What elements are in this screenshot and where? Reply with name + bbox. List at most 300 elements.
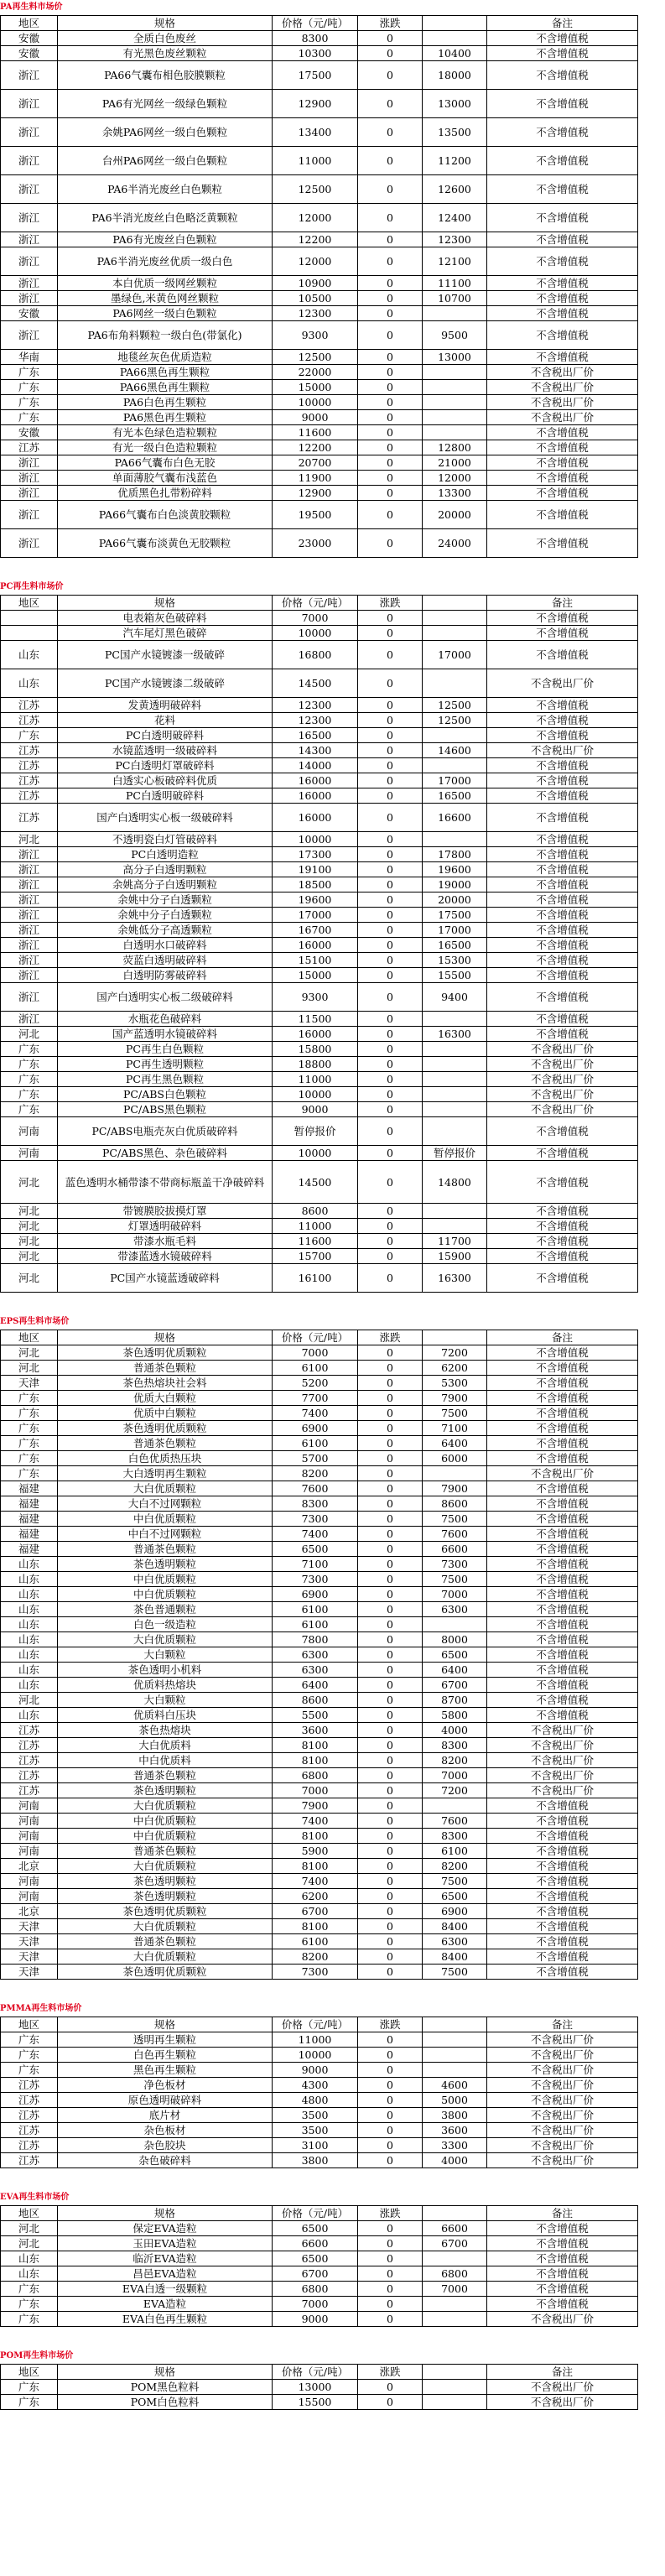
- high-price-cell: 12300: [423, 232, 487, 247]
- change-cell: 0: [358, 306, 423, 321]
- change-cell: 0: [358, 2251, 423, 2266]
- spec-cell: 中白优质颗粒: [58, 1587, 273, 1602]
- table-row: [1, 175, 638, 204]
- note-cell: 不含增值税: [487, 175, 638, 204]
- change-cell: 0: [358, 501, 423, 529]
- spec-cell: 底片材: [58, 2108, 273, 2123]
- note-cell: 不含税出厂价: [487, 1057, 638, 1072]
- high-price-cell: 7000: [423, 1768, 487, 1783]
- region-cell: 河南: [1, 1814, 58, 1829]
- table-row: [1, 501, 638, 529]
- high-price-cell: 14800: [423, 1161, 487, 1204]
- table-row: [1, 788, 638, 804]
- price-cell: 11500: [273, 1012, 358, 1027]
- region-cell: 江苏: [1, 2138, 58, 2153]
- spec-cell: 水镜蓝透明一级破碎料: [58, 743, 273, 758]
- change-cell: 0: [358, 1647, 423, 1663]
- header-change: 涨跌: [358, 596, 423, 611]
- region-cell: 广东: [1, 2048, 58, 2063]
- change-cell: 0: [358, 892, 423, 908]
- high-price-cell: [423, 611, 487, 626]
- table-row: [1, 1102, 638, 1117]
- note-cell: 不含税出厂价: [487, 2138, 638, 2153]
- high-price-cell: [423, 832, 487, 847]
- table-row: [1, 2123, 638, 2138]
- price-cell: 8100: [273, 1829, 358, 1844]
- region-cell: 河南: [1, 1889, 58, 1904]
- table-row: [1, 1617, 638, 1632]
- change-cell: 0: [358, 1376, 423, 1391]
- region-cell: 河南: [1, 1117, 58, 1146]
- table-row: [1, 1708, 638, 1723]
- table-row: [1, 1859, 638, 1874]
- price-cell: 10000: [273, 2048, 358, 2063]
- region-cell: 浙江: [1, 455, 58, 471]
- spec-cell: PA66黑色再生颗粒: [58, 365, 273, 380]
- header-spec: 规格: [58, 596, 273, 611]
- high-price-cell: 7500: [423, 1406, 487, 1421]
- table-row: [1, 440, 638, 455]
- region-cell: 江苏: [1, 713, 58, 728]
- region-cell: 浙江: [1, 529, 58, 558]
- note-cell: 不含增值税: [487, 1542, 638, 1557]
- table-row: [1, 1949, 638, 1965]
- note-cell: 不含增值税: [487, 2221, 638, 2236]
- table-row: [1, 471, 638, 486]
- region-cell: 江苏: [1, 1753, 58, 1768]
- change-cell: 0: [358, 1406, 423, 1421]
- change-cell: 0: [358, 1949, 423, 1965]
- table-row: [1, 1057, 638, 1072]
- change-cell: 0: [358, 2312, 423, 2327]
- spec-cell: 墨绿色,米黄色网丝颗粒: [58, 291, 273, 306]
- note-cell: 不含增值税: [487, 471, 638, 486]
- change-cell: 0: [358, 1204, 423, 1219]
- high-price-cell: 12100: [423, 247, 487, 276]
- table-row: [1, 983, 638, 1012]
- region-cell: 山东: [1, 2251, 58, 2266]
- spec-cell: 优质料白压块: [58, 1708, 273, 1723]
- note-cell: 不含增值税: [487, 1512, 638, 1527]
- change-cell: 0: [358, 1572, 423, 1587]
- price-cell: 10300: [273, 46, 358, 61]
- spec-cell: 净色板材: [58, 2078, 273, 2093]
- spec-cell: 白透明防雾破碎料: [58, 968, 273, 983]
- note-cell: 不含税出厂价: [487, 2032, 638, 2048]
- table-header-row: [1, 596, 638, 611]
- section-title: POM再生料市场价: [0, 2351, 74, 2360]
- note-cell: 不含增值税: [487, 1481, 638, 1496]
- high-price-cell: 7500: [423, 1965, 487, 1980]
- change-cell: 0: [358, 804, 423, 832]
- high-price-cell: [423, 410, 487, 425]
- price-cell: 11600: [273, 1234, 358, 1249]
- note-cell: 不含增值税: [487, 1693, 638, 1708]
- high-price-cell: 5800: [423, 1708, 487, 1723]
- table-row: [1, 1678, 638, 1693]
- spec-cell: PC国产水镜镀漆一级破碎: [58, 641, 273, 669]
- high-price-cell: [423, 395, 487, 410]
- price-cell: 8100: [273, 1753, 358, 1768]
- table-row: [1, 410, 638, 425]
- high-price-cell: 6200: [423, 1361, 487, 1376]
- region-cell: 河北: [1, 1345, 58, 1361]
- price-cell: 7400: [273, 1527, 358, 1542]
- change-cell: 0: [358, 713, 423, 728]
- change-cell: 0: [358, 2297, 423, 2312]
- region-cell: 江苏: [1, 440, 58, 455]
- region-cell: 广东: [1, 1451, 58, 1466]
- price-cell: 8100: [273, 1738, 358, 1753]
- table-row: [1, 773, 638, 788]
- table-row: [1, 938, 638, 953]
- note-cell: 不含增值税: [487, 1919, 638, 1934]
- table-row: [1, 1376, 638, 1391]
- spec-cell: 白色一级造粒: [58, 1617, 273, 1632]
- note-cell: 不含税出厂价: [487, 1072, 638, 1087]
- price-cell: 6500: [273, 2221, 358, 2236]
- high-price-cell: 13000: [423, 350, 487, 365]
- note-cell: 不含增值税: [487, 953, 638, 968]
- spec-cell: 茶色透明优质颗粒: [58, 1345, 273, 1361]
- region-cell: 福建: [1, 1481, 58, 1496]
- note-cell: 不含增值税: [487, 147, 638, 175]
- price-cell: 6100: [273, 1602, 358, 1617]
- region-cell: 浙江: [1, 291, 58, 306]
- change-cell: 0: [358, 1723, 423, 1738]
- note-cell: 不含增值税: [487, 892, 638, 908]
- high-price-cell: 暂停报价: [423, 1146, 487, 1161]
- note-cell: 不含增值税: [487, 1617, 638, 1632]
- header-region: 地区: [1, 596, 58, 611]
- spec-cell: 大白优质颗粒: [58, 1949, 273, 1965]
- table-row: [1, 669, 638, 698]
- region-cell: 浙江: [1, 276, 58, 291]
- spec-cell: 茶色透明优质颗粒: [58, 1965, 273, 1980]
- spec-cell: 杂色胶块: [58, 2138, 273, 2153]
- price-table: [0, 1330, 638, 1980]
- region-cell: 天津: [1, 1965, 58, 1980]
- spec-cell: 大白不过网颗粒: [58, 1496, 273, 1512]
- high-price-cell: 7500: [423, 1572, 487, 1587]
- price-cell: 3500: [273, 2108, 358, 2123]
- spec-cell: 有光一级白色造粒颗粒: [58, 440, 273, 455]
- high-price-cell: 6000: [423, 1451, 487, 1466]
- note-cell: 不含增值税: [487, 1814, 638, 1829]
- high-price-cell: [423, 669, 487, 698]
- region-cell: 浙江: [1, 923, 58, 938]
- spec-cell: 黑色再生颗粒: [58, 2063, 273, 2078]
- note-cell: 不含增值税: [487, 1663, 638, 1678]
- high-price-cell: [423, 2395, 487, 2410]
- price-cell: 4800: [273, 2093, 358, 2108]
- high-price-cell: 8400: [423, 1919, 487, 1934]
- table-row: [1, 2297, 638, 2312]
- region-cell: 山东: [1, 1647, 58, 1663]
- note-cell: 不含增值税: [487, 1829, 638, 1844]
- note-cell: 不含增值税: [487, 832, 638, 847]
- note-cell: 不含增值税: [487, 1161, 638, 1204]
- region-cell: 江苏: [1, 1723, 58, 1738]
- note-cell: 不含税出厂价: [487, 380, 638, 395]
- region-cell: 山东: [1, 1678, 58, 1693]
- spec-cell: 汽车尾灯黑色破碎: [58, 626, 273, 641]
- spec-cell: 国产白透明实心板一级破碎料: [58, 804, 273, 832]
- high-price-cell: 12800: [423, 440, 487, 455]
- note-cell: 不含增值税: [487, 862, 638, 877]
- table-row: [1, 892, 638, 908]
- price-cell: 14300: [273, 743, 358, 758]
- table-row: [1, 46, 638, 61]
- change-cell: 0: [358, 1617, 423, 1632]
- table-row: [1, 2078, 638, 2093]
- spec-cell: PC/ABS电瓶壳灰白优质破碎料: [58, 1117, 273, 1146]
- price-cell: 7700: [273, 1391, 358, 1406]
- high-price-cell: 6500: [423, 1889, 487, 1904]
- table-row: [1, 758, 638, 773]
- table-row: [1, 1889, 638, 1904]
- region-cell: 江苏: [1, 804, 58, 832]
- note-cell: 不含增值税: [487, 31, 638, 46]
- spec-cell: 全质白色废丝: [58, 31, 273, 46]
- change-cell: 0: [358, 1496, 423, 1512]
- price-cell: 12500: [273, 350, 358, 365]
- price-cell: 7300: [273, 1965, 358, 1980]
- region-cell: 河北: [1, 1161, 58, 1204]
- change-cell: 0: [358, 1814, 423, 1829]
- table-row: [1, 365, 638, 380]
- region-cell: 天津: [1, 1949, 58, 1965]
- region-cell: 山东: [1, 2266, 58, 2282]
- spec-cell: 普通茶色颗粒: [58, 1361, 273, 1376]
- region-cell: 广东: [1, 1391, 58, 1406]
- table-row: [1, 1753, 638, 1768]
- spec-cell: 茶色透明优质颗粒: [58, 1421, 273, 1436]
- high-price-cell: 17800: [423, 847, 487, 862]
- header-note: 备注: [487, 1330, 638, 1345]
- price-cell: 19100: [273, 862, 358, 877]
- note-cell: 不含增值税: [487, 1234, 638, 1249]
- high-price-cell: [423, 1072, 487, 1087]
- region-cell: 福建: [1, 1542, 58, 1557]
- region-cell: 江苏: [1, 1783, 58, 1798]
- table-row: [1, 425, 638, 440]
- change-cell: 0: [358, 175, 423, 204]
- change-cell: 0: [358, 1587, 423, 1602]
- price-cell: 23000: [273, 529, 358, 558]
- note-cell: 不含增值税: [487, 626, 638, 641]
- change-cell: 0: [358, 395, 423, 410]
- table-row: [1, 1919, 638, 1934]
- high-price-cell: 24000: [423, 529, 487, 558]
- note-cell: 不含增值税: [487, 1934, 638, 1949]
- note-cell: 不含税出厂价: [487, 2048, 638, 2063]
- region-cell: 广东: [1, 1042, 58, 1057]
- spec-cell: PA6白色再生颗粒: [58, 395, 273, 410]
- table-row: [1, 2063, 638, 2078]
- change-cell: 0: [358, 2108, 423, 2123]
- change-cell: 0: [358, 1557, 423, 1572]
- header-change: 涨跌: [358, 2017, 423, 2032]
- note-cell: 不含税出厂价: [487, 1753, 638, 1768]
- spec-cell: PA6半消光废丝白色略泛黄颗粒: [58, 204, 273, 232]
- note-cell: 不含增值税: [487, 2236, 638, 2251]
- change-cell: 0: [358, 1249, 423, 1264]
- high-price-cell: [423, 2312, 487, 2327]
- price-cell: 17500: [273, 61, 358, 90]
- spec-cell: PA66气囊布白色淡黄胶颗粒: [58, 501, 273, 529]
- spec-cell: 普通茶色颗粒: [58, 1844, 273, 1859]
- change-cell: 0: [358, 61, 423, 90]
- spec-cell: 大白优质颗粒: [58, 1859, 273, 1874]
- price-cell: 17000: [273, 908, 358, 923]
- spec-cell: 茶色普通颗粒: [58, 1602, 273, 1617]
- region-cell: [1, 611, 58, 626]
- high-price-cell: 6800: [423, 2266, 487, 2282]
- change-cell: 0: [358, 1436, 423, 1451]
- table-row: [1, 486, 638, 501]
- note-cell: 不含增值税: [487, 1406, 638, 1421]
- price-cell: 5200: [273, 1376, 358, 1391]
- spec-cell: 大白优质颗粒: [58, 1919, 273, 1934]
- note-cell: 不含增值税: [487, 1012, 638, 1027]
- spec-cell: 大白透明再生颗粒: [58, 1466, 273, 1481]
- change-cell: 0: [358, 291, 423, 306]
- change-cell: 0: [358, 46, 423, 61]
- region-cell: 江苏: [1, 2108, 58, 2123]
- table-row: [1, 2108, 638, 2123]
- note-cell: 不含增值税: [487, 1219, 638, 1234]
- price-cell: 10000: [273, 832, 358, 847]
- table-row: [1, 611, 638, 626]
- spec-cell: 地毯丝灰色优质造粒: [58, 350, 273, 365]
- spec-cell: 带镀膜胶拔摸灯罩: [58, 1204, 273, 1219]
- region-cell: 天津: [1, 1376, 58, 1391]
- price-cell: 6600: [273, 2236, 358, 2251]
- table-header-row: [1, 1330, 638, 1345]
- price-cell: 9300: [273, 983, 358, 1012]
- change-cell: 0: [358, 247, 423, 276]
- table-row: [1, 923, 638, 938]
- spec-cell: 国产白透明实心板二级破碎料: [58, 983, 273, 1012]
- price-cell: 16000: [273, 938, 358, 953]
- spec-cell: PA6半消光废丝优质一级白色: [58, 247, 273, 276]
- region-cell: 浙江: [1, 204, 58, 232]
- region-cell: 广东: [1, 2282, 58, 2297]
- change-cell: 0: [358, 2266, 423, 2282]
- table-row: [1, 380, 638, 395]
- change-cell: 0: [358, 1934, 423, 1949]
- table-row: [1, 908, 638, 923]
- note-cell: 不含增值税: [487, 1859, 638, 1874]
- note-cell: 不含增值税: [487, 1345, 638, 1361]
- region-cell: 河南: [1, 1874, 58, 1889]
- high-price-cell: 7500: [423, 1512, 487, 1527]
- high-price-cell: 7600: [423, 1814, 487, 1829]
- region-cell: 浙江: [1, 983, 58, 1012]
- spec-cell: 透明再生颗粒: [58, 2032, 273, 2048]
- price-cell: 7300: [273, 1512, 358, 1527]
- region-cell: 河北: [1, 1219, 58, 1234]
- header-extra: [423, 1330, 487, 1345]
- price-cell: 15000: [273, 968, 358, 983]
- change-cell: 0: [358, 471, 423, 486]
- change-cell: 0: [358, 669, 423, 698]
- spec-cell: 余姚中分子白透颗粒: [58, 908, 273, 923]
- price-table: [0, 2017, 638, 2168]
- price-cell: 7100: [273, 1557, 358, 1572]
- high-price-cell: 4000: [423, 1723, 487, 1738]
- change-cell: 0: [358, 90, 423, 118]
- region-cell: 山东: [1, 641, 58, 669]
- spec-cell: EVA造粒: [58, 2297, 273, 2312]
- spec-cell: PC白透明破碎料: [58, 788, 273, 804]
- change-cell: 0: [358, 1391, 423, 1406]
- region-cell: 河北: [1, 1693, 58, 1708]
- table-row: [1, 1829, 638, 1844]
- change-cell: 0: [358, 1042, 423, 1057]
- region-cell: 浙江: [1, 938, 58, 953]
- table-row: [1, 1027, 638, 1042]
- change-cell: 0: [358, 232, 423, 247]
- spec-cell: 大白优质颗粒: [58, 1481, 273, 1496]
- region-cell: 河南: [1, 1829, 58, 1844]
- change-cell: 0: [358, 425, 423, 440]
- price-table: [0, 2364, 638, 2410]
- note-cell: 不含增值税: [487, 425, 638, 440]
- price-cell: 5900: [273, 1844, 358, 1859]
- header-extra: [423, 596, 487, 611]
- price-cell: 9000: [273, 2312, 358, 2327]
- price-cell: 12300: [273, 713, 358, 728]
- price-cell: 16700: [273, 923, 358, 938]
- price-cell: 16100: [273, 1264, 358, 1293]
- change-cell: 0: [358, 1542, 423, 1557]
- high-price-cell: 12500: [423, 713, 487, 728]
- note-cell: 不含增值税: [487, 713, 638, 728]
- note-cell: 不含增值税: [487, 276, 638, 291]
- spec-cell: 有光本色绿色造粒颗粒: [58, 425, 273, 440]
- price-cell: 6300: [273, 1663, 358, 1678]
- change-cell: 0: [358, 440, 423, 455]
- spec-cell: PC国产水镜蓝透破碎料: [58, 1264, 273, 1293]
- note-cell: 不含增值税: [487, 1249, 638, 1264]
- change-cell: 0: [358, 862, 423, 877]
- high-price-cell: 6300: [423, 1602, 487, 1617]
- region-cell: 江苏: [1, 1738, 58, 1753]
- spec-cell: 优质黑色扎带粉碎料: [58, 486, 273, 501]
- high-price-cell: 9400: [423, 983, 487, 1012]
- spec-cell: 本白优质一级网丝颗粒: [58, 276, 273, 291]
- section-title: PC再生料市场价: [0, 582, 64, 591]
- change-cell: 0: [358, 1678, 423, 1693]
- spec-cell: 中白优质颗粒: [58, 1829, 273, 1844]
- change-cell: 0: [358, 529, 423, 558]
- region-cell: 广东: [1, 2297, 58, 2312]
- table-row: [1, 832, 638, 847]
- high-price-cell: 17000: [423, 773, 487, 788]
- change-cell: 0: [358, 2221, 423, 2236]
- note-cell: 不含税出厂价: [487, 2108, 638, 2123]
- change-cell: 0: [358, 2395, 423, 2410]
- price-cell: 6100: [273, 1436, 358, 1451]
- note-cell: 不含增值税: [487, 788, 638, 804]
- region-cell: 广东: [1, 1466, 58, 1481]
- spec-cell: 余姚高分子白透明颗粒: [58, 877, 273, 892]
- price-cell: 3800: [273, 2153, 358, 2168]
- change-cell: 0: [358, 1527, 423, 1542]
- price-cell: 9000: [273, 1102, 358, 1117]
